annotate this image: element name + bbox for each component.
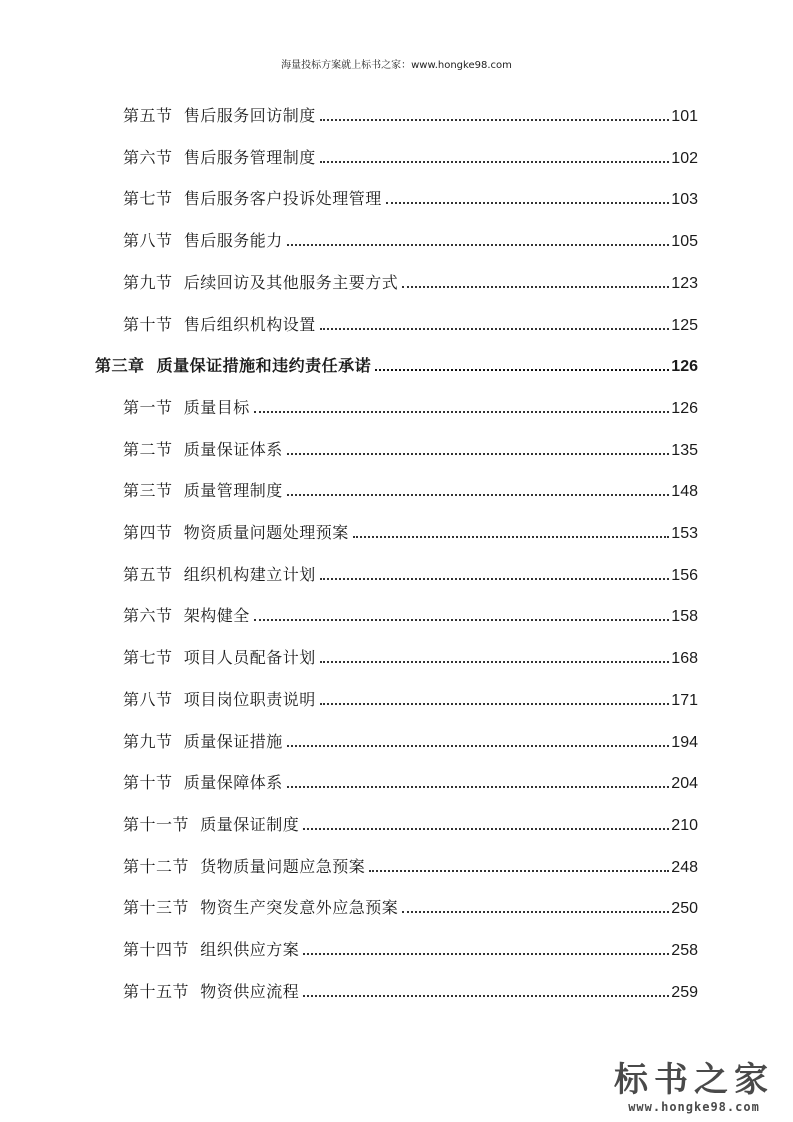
toc-entry-gap bbox=[189, 858, 200, 877]
toc-page-number: 126 bbox=[671, 358, 698, 376]
toc-entry-number: 第六节 bbox=[123, 606, 173, 626]
toc-leader-dots bbox=[254, 410, 670, 413]
toc-leader-dots bbox=[287, 744, 670, 747]
toc-section-entry[interactable] bbox=[0, 686, 793, 710]
toc-entry-number: 第七节 bbox=[123, 189, 173, 209]
toc-entry-number: 第三节 bbox=[123, 481, 173, 501]
toc-page-number: 259 bbox=[671, 983, 698, 1001]
toc-entry-number: 第十五节 bbox=[123, 981, 190, 1001]
toc-section-entry[interactable] bbox=[0, 477, 793, 501]
toc-page-number: 158 bbox=[671, 608, 698, 626]
toc-entry-title: 售后服务客户投诉处理管理 bbox=[183, 189, 382, 209]
toc-entry-gap bbox=[173, 607, 184, 626]
toc-section-entry[interactable] bbox=[0, 853, 793, 877]
toc-entry-gap bbox=[189, 941, 200, 960]
toc-leader-dots bbox=[320, 160, 670, 163]
toc-leader-dots bbox=[303, 994, 669, 997]
toc-entry-gap bbox=[173, 441, 184, 460]
toc-section-entry[interactable] bbox=[0, 602, 793, 626]
toc-entry-title: 质量保证体系 bbox=[183, 439, 283, 459]
toc-entry-title: 质量管理制度 bbox=[183, 481, 283, 501]
toc-entry-number: 第一节 bbox=[123, 397, 173, 417]
toc-leader-dots bbox=[320, 702, 670, 705]
toc-leader-dots bbox=[287, 493, 670, 496]
toc-page-number: 101 bbox=[671, 108, 698, 125]
toc-section-entry[interactable] bbox=[0, 936, 793, 960]
toc-entry-title: 质量目标 bbox=[183, 397, 250, 417]
toc-entry-title: 售后服务管理制度 bbox=[183, 147, 316, 167]
toc-page-number: 168 bbox=[671, 650, 698, 668]
toc-page-number: 250 bbox=[671, 900, 698, 918]
toc-leader-dots bbox=[353, 535, 670, 538]
toc-leader-dots bbox=[320, 118, 670, 121]
toc-entry-title: 架构健全 bbox=[183, 606, 250, 626]
toc-entry-number: 第九节 bbox=[123, 272, 173, 292]
toc-entry-number: 第十一节 bbox=[123, 814, 190, 834]
toc-leader-dots bbox=[402, 285, 669, 288]
toc-leader-dots bbox=[375, 368, 669, 371]
toc-entry-title: 货物质量问题应急预案 bbox=[200, 856, 366, 876]
toc-entry-title: 售后服务能力 bbox=[183, 231, 283, 251]
toc-entry-number: 第八节 bbox=[123, 689, 173, 709]
toc-chapter-entry[interactable] bbox=[0, 352, 793, 376]
toc-entry-gap bbox=[173, 774, 184, 793]
toc-entry-number: 第十节 bbox=[123, 773, 173, 793]
toc-page-number: 204 bbox=[671, 775, 698, 793]
toc-entry-gap bbox=[173, 649, 184, 668]
toc-section-entry[interactable] bbox=[0, 769, 793, 793]
toc-entry-number: 第十四节 bbox=[123, 940, 190, 959]
toc-entry-number: 第七节 bbox=[123, 648, 173, 668]
toc-entry-title: 物资质量问题处理预案 bbox=[183, 523, 349, 542]
toc-entry-gap bbox=[173, 149, 184, 168]
toc-page-number: 135 bbox=[671, 441, 698, 459]
toc-entry-gap bbox=[189, 816, 200, 835]
toc-leader-dots bbox=[287, 452, 670, 455]
toc-entry-number: 第十二节 bbox=[123, 856, 190, 876]
toc-section-entry[interactable] bbox=[0, 978, 793, 1002]
toc-entry-title: 售后服务回访制度 bbox=[183, 106, 316, 125]
toc-entry-number: 第八节 bbox=[123, 231, 173, 251]
toc-entry-gap bbox=[145, 357, 157, 376]
toc-section-entry[interactable] bbox=[0, 269, 793, 293]
toc-section-entry[interactable] bbox=[0, 394, 793, 418]
toc-page-number: 123 bbox=[671, 274, 698, 292]
toc-section-entry[interactable] bbox=[0, 185, 793, 209]
toc-leader-dots bbox=[320, 577, 670, 580]
toc-entry-gap bbox=[173, 190, 184, 209]
toc-section-entry[interactable] bbox=[0, 144, 793, 168]
toc-page-number: 171 bbox=[671, 691, 698, 709]
toc-page-number: 210 bbox=[671, 816, 698, 834]
toc-entry-title: 项目岗位职责说明 bbox=[183, 689, 316, 709]
toc-section-entry[interactable] bbox=[0, 311, 793, 335]
toc-entry-gap bbox=[189, 983, 200, 1002]
toc-leader-dots bbox=[254, 618, 670, 621]
toc-page-number: 103 bbox=[671, 191, 698, 209]
toc-entry-title: 物资生产突发意外应急预案 bbox=[200, 898, 399, 918]
toc-entry-gap bbox=[173, 274, 184, 293]
toc-entry-gap bbox=[189, 899, 200, 918]
toc-page-number: 156 bbox=[671, 566, 698, 584]
toc-entry-gap bbox=[173, 691, 184, 710]
toc-entry-title: 物资供应流程 bbox=[200, 981, 300, 1001]
toc-entry-title: 质量保证措施和违约责任承诺 bbox=[156, 356, 372, 376]
toc-entry-number: 第十节 bbox=[123, 314, 173, 334]
toc-leader-dots bbox=[287, 785, 670, 788]
toc-section-entry[interactable] bbox=[0, 811, 793, 835]
toc-leader-dots bbox=[287, 243, 670, 246]
toc-entry-title: 组织供应方案 bbox=[200, 940, 300, 959]
toc-leader-dots bbox=[386, 201, 670, 204]
toc-entry-title: 项目人员配备计划 bbox=[183, 648, 316, 668]
toc-leader-dots bbox=[303, 827, 669, 830]
toc-entry-number: 第五节 bbox=[123, 564, 173, 584]
toc-entry-title: 质量保证措施 bbox=[183, 731, 283, 751]
toc-entry-title: 售后组织机构设置 bbox=[183, 314, 316, 334]
toc-entry-number: 第三章 bbox=[95, 356, 145, 376]
toc-section-entry[interactable] bbox=[0, 644, 793, 668]
toc-page-number: 258 bbox=[671, 942, 698, 959]
toc-entry-number: 第六节 bbox=[123, 147, 173, 167]
toc-entry-gap bbox=[173, 733, 184, 752]
toc-entry-gap bbox=[173, 566, 184, 585]
toc-page-number: 102 bbox=[671, 149, 698, 167]
toc-page-number: 153 bbox=[671, 525, 698, 542]
toc-entry-gap bbox=[173, 399, 184, 418]
toc-section-entry[interactable] bbox=[0, 436, 793, 460]
toc-page-number: 125 bbox=[671, 316, 698, 334]
toc-section-entry[interactable] bbox=[0, 894, 793, 918]
toc-entry-number: 第五节 bbox=[123, 106, 173, 125]
toc-entry-gap bbox=[173, 232, 184, 251]
toc-entry-number: 第十三节 bbox=[123, 898, 190, 918]
toc-entry-title: 组织机构建立计划 bbox=[183, 564, 316, 584]
toc-entry-title: 质量保障体系 bbox=[183, 773, 283, 793]
toc-section-entry[interactable] bbox=[0, 561, 793, 585]
toc-page-number: 248 bbox=[671, 858, 698, 876]
toc-page-number: 105 bbox=[671, 233, 698, 251]
toc-page-number: 148 bbox=[671, 483, 698, 501]
toc-entry-title: 质量保证制度 bbox=[200, 814, 300, 834]
toc-leader-dots bbox=[320, 327, 670, 330]
toc-entry-title: 后续回访及其他服务主要方式 bbox=[183, 272, 399, 292]
logo-text: 标书之家 bbox=[614, 1060, 774, 1100]
toc-leader-dots bbox=[369, 869, 669, 872]
brand-logo bbox=[609, 1060, 779, 1114]
toc-entry-gap bbox=[173, 316, 184, 335]
toc-leader-dots bbox=[303, 952, 669, 955]
logo-url: www.hongke98.com bbox=[628, 1100, 760, 1114]
toc-leader-dots bbox=[402, 910, 669, 913]
toc-section-entry[interactable] bbox=[0, 728, 793, 752]
toc-section-entry[interactable] bbox=[0, 102, 793, 126]
toc-entry-number: 第九节 bbox=[123, 731, 173, 751]
toc-entry-gap bbox=[173, 482, 184, 501]
toc-section-entry[interactable] bbox=[0, 519, 793, 543]
toc-entry-number: 第二节 bbox=[123, 439, 173, 459]
toc-entry-number: 第四节 bbox=[123, 523, 173, 542]
toc-section-entry[interactable] bbox=[0, 227, 793, 251]
toc-page-number: 126 bbox=[671, 399, 698, 417]
toc-entry-gap bbox=[173, 107, 184, 126]
toc-leader-dots bbox=[320, 660, 670, 663]
toc-page-number: 194 bbox=[671, 733, 698, 751]
page-header: 海量投标方案就上标书之家：www.hongke98.com bbox=[281, 60, 512, 71]
toc-entry-gap bbox=[173, 524, 184, 543]
